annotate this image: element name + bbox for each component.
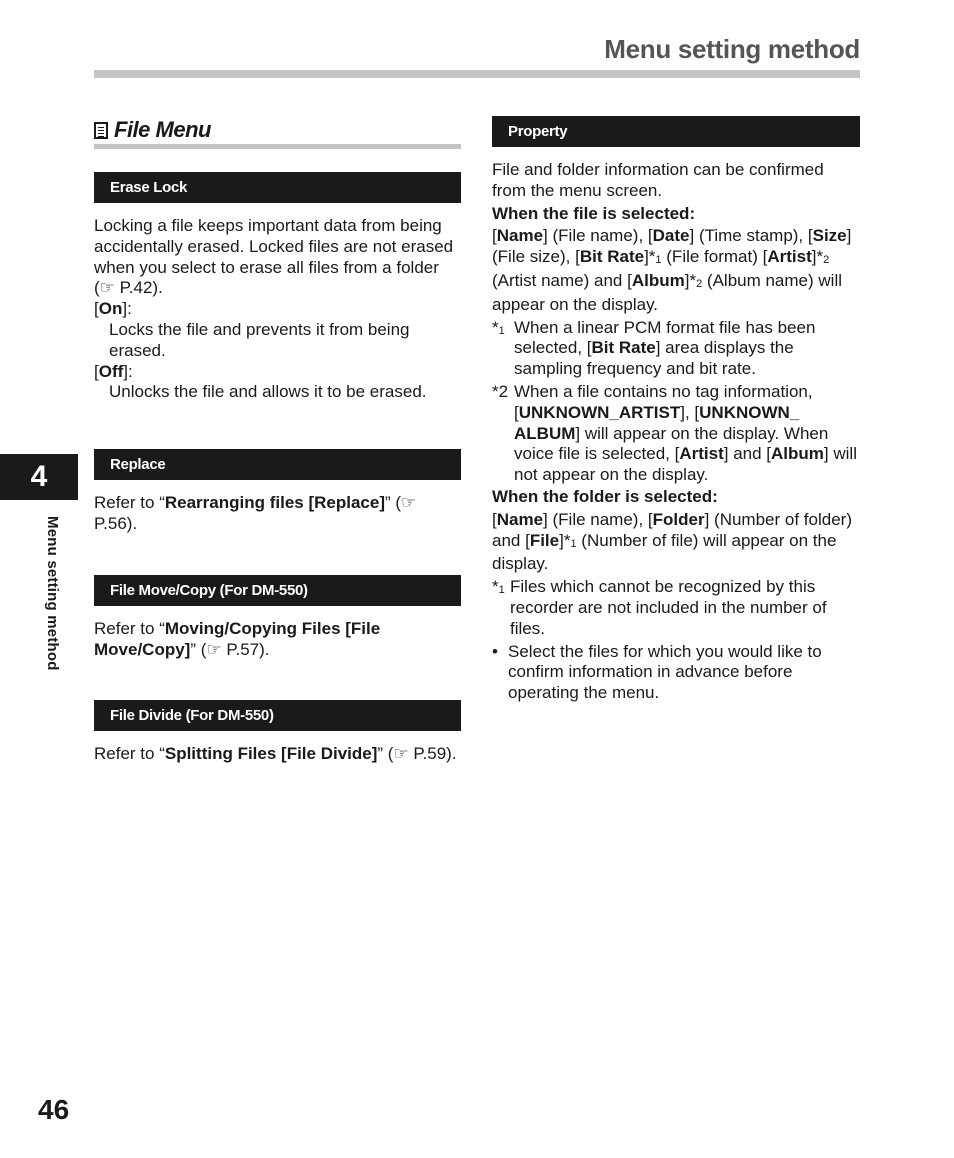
divide-link: Splitting Files [File Divide] xyxy=(164,744,378,764)
erase-lock-off-desc: Unlocks the file and allows it to be erased. xyxy=(109,382,427,402)
file-selected-items: [Name] (File name), [Date] (Time stamp), [Size] (File size), [Bit $Rate]*_1$ (File format) $[Artist]*_2$ (Artist name) and $[Album]*_2$ (Album name) will appear on the display. xyxy=(492,226,852,314)
move-copy-link: Moving/Copying Files [File Move/Copy] xyxy=(94,618,381,659)
folder-selected-items: [Name] (File name), [Folder] (Number of folder) and $[File]*_1$ (Number of file) will appear on the display. xyxy=(492,509,852,574)
left-column xyxy=(94,116,461,765)
erase-lock-on-option: [On]: xyxy=(94,299,132,319)
erase-lock-on-desc: Locks the file and prevents it from being erased. xyxy=(109,319,410,360)
replace-body: Refer to “Rearranging files [Replace]” (☞ P.56). xyxy=(94,493,417,533)
move-copy-body: Refer to “Moving/Copying Files [File Move/Copy]” (☞ P.57). xyxy=(94,618,381,659)
file-menu-title xyxy=(94,116,461,144)
chapter-side-label: Menu setting method xyxy=(44,516,61,671)
divide-body: Refer to “Splitting Files [File Divide]” (☞ P.59). xyxy=(94,744,457,764)
page-header-title: Menu setting method xyxy=(604,34,860,64)
move-copy-heading: File Move/Copy (For DM-550) xyxy=(94,575,461,606)
footnote-3: $*_1$ Files which cannot be recognized by this recorder are not included in the number of files. xyxy=(492,577,827,638)
right-column xyxy=(492,116,860,704)
property-intro: File and folder information can be confirmed from the menu screen. xyxy=(492,160,824,200)
off-label: Off xyxy=(98,361,124,381)
file-menu-title-text: File Menu xyxy=(114,117,211,142)
erase-lock-heading: Erase Lock xyxy=(94,172,461,203)
page-number: 46 xyxy=(38,1094,70,1125)
file-selected-heading: When the file is selected: xyxy=(492,203,696,223)
replace-heading: Replace xyxy=(94,449,461,480)
folder-selected-heading: When the folder is selected: xyxy=(492,486,718,506)
footnote-1: $*_1$ When a linear PCM format file has been selected, [Bit Rate] area displays the sampling frequency and bit rate. xyxy=(492,317,816,379)
replace-link: Rearranging files [Replace] xyxy=(164,493,385,513)
document-icon xyxy=(94,122,108,139)
header-rule xyxy=(94,70,860,78)
property-heading: Property xyxy=(492,116,860,147)
chapter-tab: 4 xyxy=(0,454,78,500)
footnote-2: *2 When a file contains no tag information, [UNKNOWN_ARTIST], [UNKNOWN_ ALBUM] will appear on the display. When voice file is selected, [Artist] and [Album] will not appear on the display. xyxy=(492,381,857,485)
on-label: On xyxy=(98,299,123,319)
bullet-note: • Select the files for which you would like to confirm information in advance before operating the menu. xyxy=(492,641,822,703)
erase-lock-body: Locking a file keeps important data from being accidentally erased. Locked files are not erased when you select to erase all files from a folder (☞ P.42). xyxy=(94,216,454,298)
erase-lock-off-option: [Off]: xyxy=(94,361,133,381)
divide-heading: File Divide (For DM-550) xyxy=(94,700,461,731)
